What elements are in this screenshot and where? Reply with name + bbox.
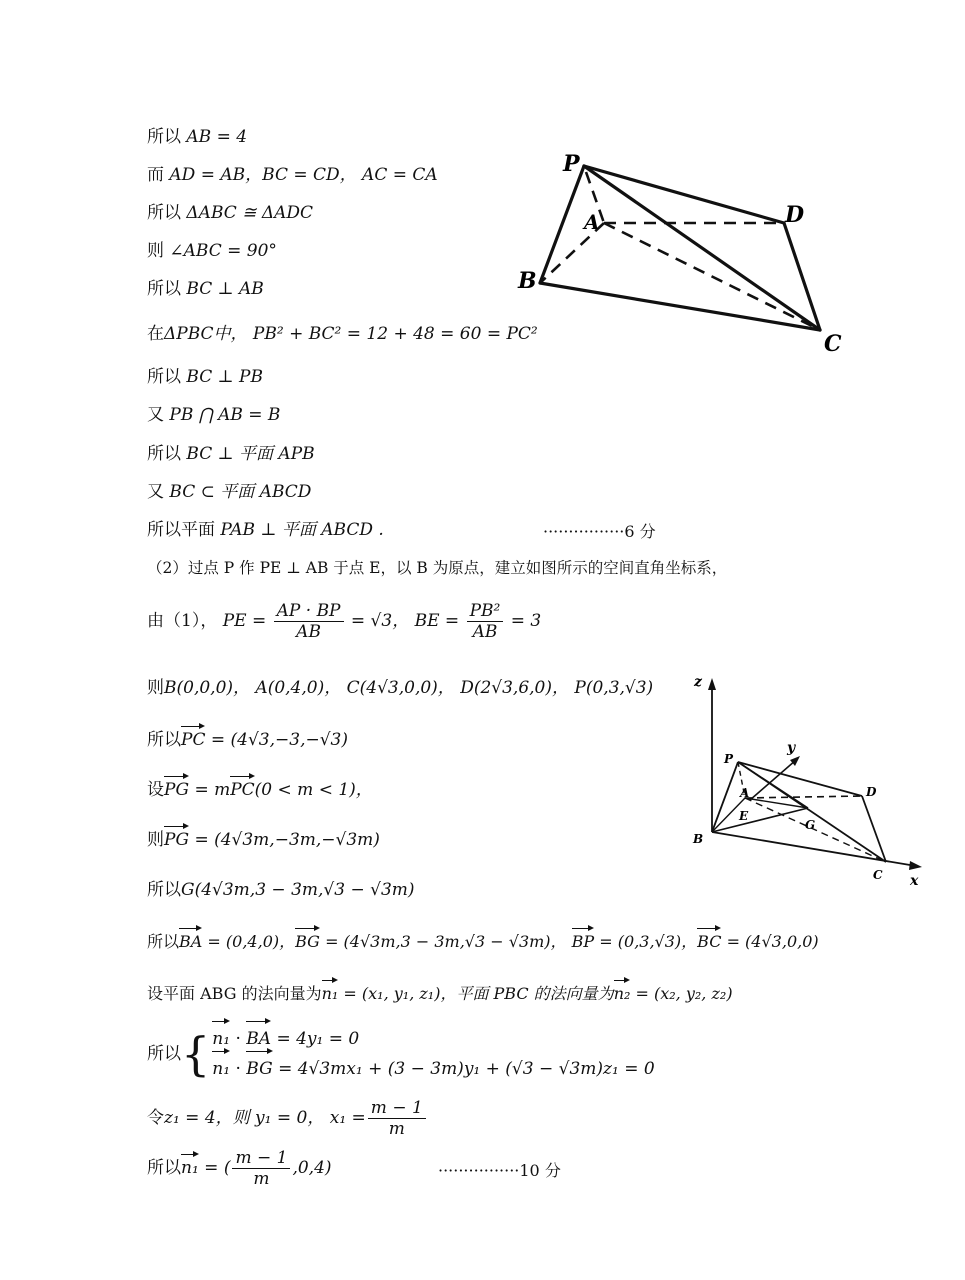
edge-pc [584, 166, 820, 330]
label-C2: C [873, 868, 883, 882]
vector-bg: BG [295, 932, 320, 951]
math-expr: ΔPBC中， PB² + BC² = 12 + 48 = 60 = PC² [164, 324, 538, 344]
math-expr: B(0,0,0)， A(0,4,0)， C(4√3,0,0)， D(2√3,6,0)， P(0,3,√3) [164, 678, 654, 698]
math-expr: = (4√3m,−3m,−√3m) [194, 830, 380, 850]
pe-lhs: PE = [222, 611, 267, 631]
line-19 [147, 931, 819, 953]
x1-fraction [368, 1098, 426, 1139]
line-prefix: 又 [147, 405, 164, 425]
vector-n2: n₂ [613, 984, 631, 1003]
vector-ba: BA [246, 1024, 271, 1054]
math-expr: G(4√3m,3 − 3m,√3 − √3m) [181, 880, 415, 900]
label-B: B [518, 268, 537, 294]
label-E2: E [739, 809, 749, 823]
edge-ag-2 [745, 798, 808, 808]
y-axis [750, 760, 796, 800]
n1-fraction [232, 1148, 290, 1189]
be-numerator: PB² [467, 601, 504, 622]
math-expr: ∠ABC = 90° [169, 241, 277, 261]
vector-pc: PC [230, 780, 255, 800]
be-fraction [467, 601, 504, 642]
math-expr: = (4√3m,3 − 3m,√3 − √3m)， [325, 932, 567, 951]
line-9 [147, 443, 315, 465]
math-expr: BC ⊂ 平面 ABCD [169, 482, 312, 502]
line-17 [147, 829, 380, 851]
x-axis [712, 832, 916, 866]
vector-pc: PC [181, 730, 206, 750]
label-P2: P [724, 752, 734, 766]
vector-ba: BA [179, 932, 203, 951]
line-14 [147, 677, 653, 699]
edge-pa-2 [738, 762, 745, 798]
line-12: （2）过点 P 作 PE ⊥ AB 于点 E，以 B 为原点，建立如图所示的空间直角坐标系， [147, 559, 728, 577]
label-P: P [563, 151, 580, 177]
vector-n1: n₁ [181, 1158, 199, 1178]
n1-denominator: m [253, 1169, 270, 1189]
edge-ac-2 [745, 798, 886, 862]
edge-ad-2 [745, 796, 862, 798]
score-6: ················6 分 [543, 522, 656, 541]
line-18 [147, 879, 415, 901]
coordinate-figure [708, 678, 922, 870]
line-prefix: 所以 [147, 1044, 181, 1064]
vector-n1: n₁ [321, 984, 339, 1003]
math-expr: AD = AB，BC = CD， AC = CA [169, 165, 438, 185]
edge-pb-2 [712, 762, 738, 832]
line-23 [147, 1148, 332, 1189]
line-7 [147, 366, 263, 388]
vector-n1: n₁ [212, 1054, 230, 1084]
label-x: x [910, 873, 919, 889]
score-10: ················10 分 [438, 1161, 561, 1180]
line-prefix: 所以平面 [147, 520, 215, 540]
line-prefix: 设 [147, 780, 164, 800]
system-brace: { [181, 1027, 211, 1081]
line-20 [147, 983, 733, 1005]
edge-pb [540, 166, 584, 283]
line-prefix: 所以 [147, 730, 181, 750]
math-expr: = 4y₁ = 0 [276, 1029, 360, 1049]
line-11 [147, 519, 384, 541]
line-prefix: 则 [147, 241, 164, 261]
vector-bg: BG [246, 1054, 272, 1084]
y-arrow [790, 756, 800, 766]
math-expr: = (0,3,√3)， [599, 932, 698, 951]
z-arrow [708, 678, 716, 690]
n1-numerator: m − 1 [232, 1148, 290, 1169]
equation-row-2: n₁ · BG = 4√3mx₁ + (3 − 3m)y₁ + (√3 − √3m)z₁ = 0 [212, 1054, 654, 1084]
edge-pa [586, 172, 604, 223]
edge-pd-2 [738, 762, 862, 796]
label-A: A [584, 210, 600, 234]
line-4 [147, 240, 277, 262]
x1-numerator: m − 1 [368, 1098, 426, 1119]
line-prefix: 在 [147, 324, 164, 344]
vector-bc: BC [697, 932, 722, 951]
line-prefix: 而 [147, 165, 164, 185]
line-8 [147, 404, 280, 426]
vector-pg: PG [164, 830, 190, 850]
label-B2: B [693, 832, 704, 846]
math-expr: = (x₂, y₂, z₂) [635, 984, 733, 1003]
math-expr: (0 < m < 1)， [254, 780, 373, 800]
math-expr: BC ⊥ 平面 APB [186, 444, 315, 464]
be-lhs: BE = [414, 611, 460, 631]
pe-denominator: AB [296, 622, 321, 642]
vector-n1: n₁ [212, 1024, 230, 1054]
math-expr: AB = 4 [186, 127, 248, 147]
line-prefix: 所以 [147, 127, 181, 147]
label-z: z [694, 674, 702, 690]
line-prefix: 所以 [147, 279, 181, 299]
edge-ab [540, 223, 604, 283]
line-10 [147, 481, 311, 503]
line-prefix: 令 [147, 1108, 164, 1128]
edge-ac [604, 223, 820, 330]
line-prefix: 设平面 ABG 的法向量为 [147, 984, 322, 1003]
math-expr: BC ⊥ AB [186, 279, 264, 299]
pe-fraction [274, 601, 344, 642]
be-denominator: AB [472, 622, 498, 642]
line-21 [147, 1024, 655, 1084]
math-expr: = (x₁, y₁, z₁)，平面 PBC 的法向量为 [343, 984, 614, 1003]
math-expr: ΔABC ≅ ΔADC [186, 203, 314, 223]
math-expr: = (4√3,0,0) [726, 932, 819, 951]
line-22 [147, 1098, 428, 1139]
line-1 [147, 126, 247, 148]
line-prefix: 由（1）， [147, 611, 218, 631]
line-3 [147, 202, 313, 224]
label-C: C [824, 331, 842, 357]
pe-numerator: AP · BP [274, 601, 344, 622]
line-prefix: 所以 [147, 932, 180, 951]
edge-dc-2 [862, 796, 886, 862]
math-lhs: = ( [204, 1158, 231, 1178]
line-16 [147, 779, 373, 801]
label-D: D [785, 202, 805, 228]
label-D2: D [866, 785, 877, 799]
edge-bc [540, 283, 820, 330]
label-A2: A [740, 786, 750, 800]
edge-pc-2 [738, 762, 886, 862]
edge-pg-2 [738, 762, 808, 808]
pe-rhs: = √3， [350, 611, 410, 631]
equation-system [212, 1024, 654, 1084]
math-expr: z₁ = 4，则 y₁ = 0， x₁ = [164, 1108, 366, 1128]
line-15 [147, 729, 348, 751]
math-expr: PB ⋂ AB = B [169, 405, 281, 425]
vector-bp: BP [571, 932, 595, 951]
x-arrow [909, 861, 922, 870]
edge-bg-2 [712, 808, 808, 832]
label-G2: G [805, 818, 816, 832]
x1-denominator: m [388, 1119, 405, 1139]
math-expr: = 4√3mx₁ + (3 − 3m)y₁ + (√3 − √3m)z₁ = 0 [278, 1059, 655, 1079]
line-prefix: 则 [147, 830, 164, 850]
equation-row-1: n₁ · BA = 4y₁ = 0 [212, 1024, 654, 1054]
line-prefix: 又 [147, 482, 164, 502]
line-prefix: 所以 [147, 1158, 181, 1178]
edge-dc [784, 223, 820, 330]
line-2 [147, 164, 438, 186]
line-prefix: 所以 [147, 880, 181, 900]
math-expr: = (4√3,−3,−√3) [210, 730, 348, 750]
line-prefix: 所以 [147, 367, 181, 387]
edge-ea-2 [712, 798, 745, 832]
math-rhs: ,0,4) [292, 1158, 332, 1178]
line-prefix: 则 [147, 678, 164, 698]
line-6 [147, 323, 538, 345]
line-prefix: 所以 [147, 444, 181, 464]
vector-pg: PG [164, 780, 190, 800]
math-expr: = (0,4,0)， [207, 932, 296, 951]
line-prefix: 所以 [147, 203, 181, 223]
edge-pd [584, 166, 784, 223]
line-13 [147, 601, 541, 642]
be-rhs: = 3 [510, 611, 542, 631]
math-expr: BC ⊥ PB [186, 367, 263, 387]
label-y: y [787, 740, 796, 756]
line-5 [147, 278, 264, 300]
math-mid: = m [194, 780, 231, 800]
math-expr: PAB ⊥ 平面 ABCD . [220, 520, 384, 540]
